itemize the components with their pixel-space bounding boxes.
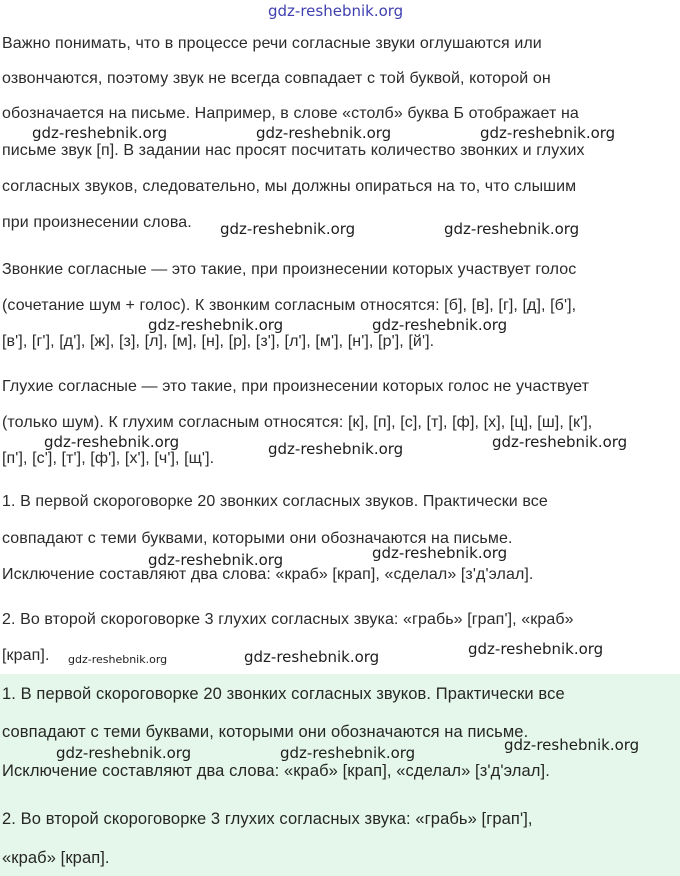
- text-line: (сочетание шум + голос). К звонким согласным относятся: [б], [в], [г], [д], [б'],: [2, 297, 577, 314]
- watermark-top: gdz-reshebnik.org: [268, 2, 404, 20]
- text-line: письме звук [п]. В задании нас просят посчитать количество звонких и глухих: [2, 142, 585, 159]
- watermark: gdz-reshebnik.org: [148, 551, 284, 569]
- text-line: [крап].: [2, 647, 50, 664]
- watermark: gdz-reshebnik.org: [492, 433, 628, 451]
- watermark: gdz-reshebnik.org: [256, 124, 392, 142]
- watermark: gdz-reshebnik.org: [268, 440, 404, 458]
- watermark: gdz-reshebnik.org: [372, 316, 508, 334]
- text-line: при произнесении слова.: [2, 214, 192, 231]
- text-line: (только шум). К глухим согласным относятся: [к], [п], [с], [т], [ф], [х], [ц], [ш], [к'],: [2, 414, 593, 431]
- answer-line: 2. Во второй скороговорке 3 глухих согласных звука: «грабь» [грап'],: [2, 810, 533, 828]
- watermark: gdz-reshebnik.org: [444, 220, 580, 238]
- watermark-small: gdz-reshebnik.org: [68, 653, 168, 666]
- text-line: Исключение составляют два слова: «краб» [крап], «сделал» [з'д'элал].: [2, 566, 534, 583]
- text-line: Звонкие согласные — это такие, при произнесении которых участвует голос: [2, 261, 577, 278]
- text-line: совпадают с теми буквами, которыми они обозначаются на письме.: [2, 530, 513, 547]
- watermark: gdz-reshebnik.org: [504, 736, 640, 754]
- answer-line: 1. В первой скороговорке 20 звонких согласных звуков. Практически все: [2, 685, 565, 703]
- answer-block: [0, 674, 680, 876]
- text-line: 1. В первой скороговорке 20 звонких согласных звуков. Практически все: [2, 493, 548, 510]
- answer-line: «краб» [крап].: [2, 849, 110, 867]
- answer-line: совпадают с теми буквами, которыми они обозначаются на письме.: [2, 723, 529, 741]
- text-line: согласных звуков, следовательно, мы должны опираться на то, что слышим: [2, 178, 577, 195]
- watermark: gdz-reshebnik.org: [220, 220, 356, 238]
- text-line: Глухие согласные — это такие, при произнесении которых голос не участвует: [2, 378, 590, 395]
- watermark: gdz-reshebnik.org: [56, 744, 192, 762]
- watermark: gdz-reshebnik.org: [148, 316, 284, 334]
- watermark: gdz-reshebnik.org: [480, 124, 616, 142]
- answer-line: Исключение составляют два слова: «краб» [крап], «сделал» [з'д'элал].: [2, 762, 550, 780]
- text-line: [п'], [с'], [т'], [ф'], [х'], [ч'], [щ'].: [2, 450, 215, 467]
- text-line: Важно понимать, что в процессе речи согласные звуки оглушаются или: [2, 35, 542, 52]
- watermark: gdz-reshebnik.org: [372, 544, 508, 562]
- watermark: gdz-reshebnik.org: [32, 124, 168, 142]
- text-line: озвончаются, поэтому звук не всегда совпадает с той буквой, которой он: [2, 70, 551, 87]
- watermark: gdz-reshebnik.org: [468, 640, 604, 658]
- text-line: 2. Во второй скороговорке 3 глухих согласных звука: «грабь» [грап'], «краб»: [2, 611, 574, 628]
- text-line: [в'], [г'], [д'], [ж], [з], [л], [м], [н], [р], [з'], [л'], [м'], [н'], [р'], [й'].: [2, 333, 435, 350]
- watermark: gdz-reshebnik.org: [280, 744, 416, 762]
- watermark: gdz-reshebnik.org: [44, 433, 180, 451]
- watermark: gdz-reshebnik.org: [244, 648, 380, 666]
- text-line: обозначается на письме. Например, в слове «столб» буква Б отображает на: [2, 105, 579, 122]
